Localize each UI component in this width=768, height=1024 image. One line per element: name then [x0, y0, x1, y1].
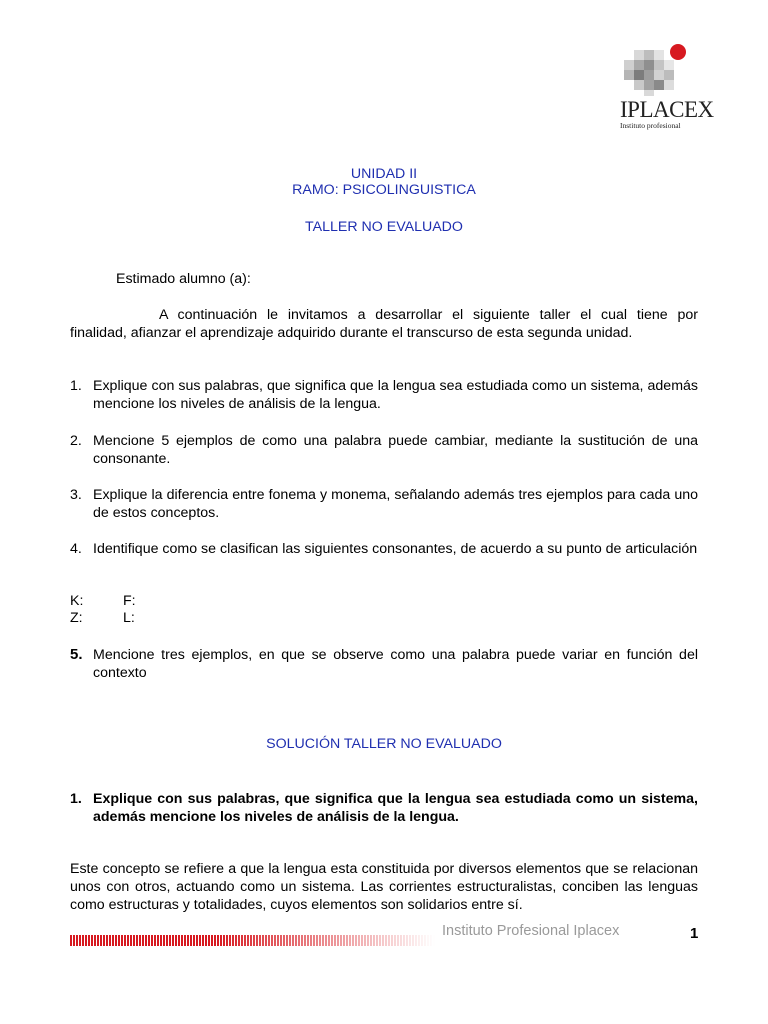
question-number: 2.	[70, 433, 82, 449]
question-text: Mencione tres ejemplos, en que se observe como una palabra puede variar en función del contexto	[93, 647, 698, 681]
question-3	[70, 486, 698, 522]
intro-line-1: A continuación le invitamos a desarrollar el siguiente taller el cual tiene por	[159, 307, 698, 323]
logo-red-dot-icon	[670, 44, 686, 60]
answer-paragraph: Este concepto se refiere a que la lengua esta constituida por diversos elementos que se relacionan unos con otros, actuando como un sistema. Las corrientes estructuralistas, conciben las lenguas como estructuras y totalidades, cuyos elementos son solidarios entre sí.	[70, 861, 698, 913]
consonant-k: K:	[70, 593, 84, 609]
course-heading: RAMO: PSICOLINGUISTICA	[292, 182, 476, 198]
question-1	[70, 377, 698, 413]
question-text: Explique con sus palabras, que significa que la lengua sea estudiada como un sistema, además mencione los niveles de análisis de la lengua.	[93, 378, 698, 412]
question-text: Explique con sus palabras, que significa que la lengua sea estudiada como un sistema, además mencione los niveles de análisis de la lengua.	[93, 791, 698, 825]
page-number: 1	[690, 925, 699, 942]
question-5	[70, 646, 698, 682]
question-4	[70, 540, 698, 558]
intro-paragraph	[70, 306, 698, 342]
question-number: 5.	[70, 646, 83, 663]
question-text: Explique la diferencia entre fonema y monema, señalando además tres ejemplos para cada uno de estos conceptos.	[93, 487, 698, 521]
unit-heading: UNIDAD II	[350, 166, 418, 182]
question-text: Mencione 5 ejemplos de como una palabra puede cambiar, mediante la sustitución de una consonante.	[93, 433, 698, 467]
consonant-l: L:	[123, 610, 135, 626]
footer-red-bar	[70, 935, 435, 946]
question-number: 4.	[70, 541, 82, 557]
workshop-heading: TALLER NO EVALUADO	[305, 219, 463, 235]
intro-line-2: finalidad, afianzar el aprendizaje adquirido durante el transcurso de esta segunda unidad.	[70, 325, 633, 341]
question-text: Identifique como se clasifican las siguientes consonantes, de acuerdo a su punto de articulación	[93, 541, 698, 557]
logo-wordmark: IPLACEX	[620, 97, 714, 122]
consonant-z: Z:	[70, 610, 83, 626]
question-number: 3.	[70, 487, 82, 503]
question-number: 1.	[70, 791, 82, 807]
question-number: 1.	[70, 378, 82, 394]
consonant-f: F:	[123, 593, 136, 609]
solution-question-1	[70, 790, 698, 826]
greeting: Estimado alumno (a):	[116, 271, 251, 287]
footer-institution: Instituto Profesional Iplacex	[442, 923, 620, 939]
logo-subtitle: Instituto profesional	[620, 121, 681, 130]
question-2	[70, 432, 698, 468]
solution-heading: SOLUCIÓN TALLER NO EVALUADO	[266, 736, 502, 752]
iplacex-logo	[620, 44, 714, 130]
